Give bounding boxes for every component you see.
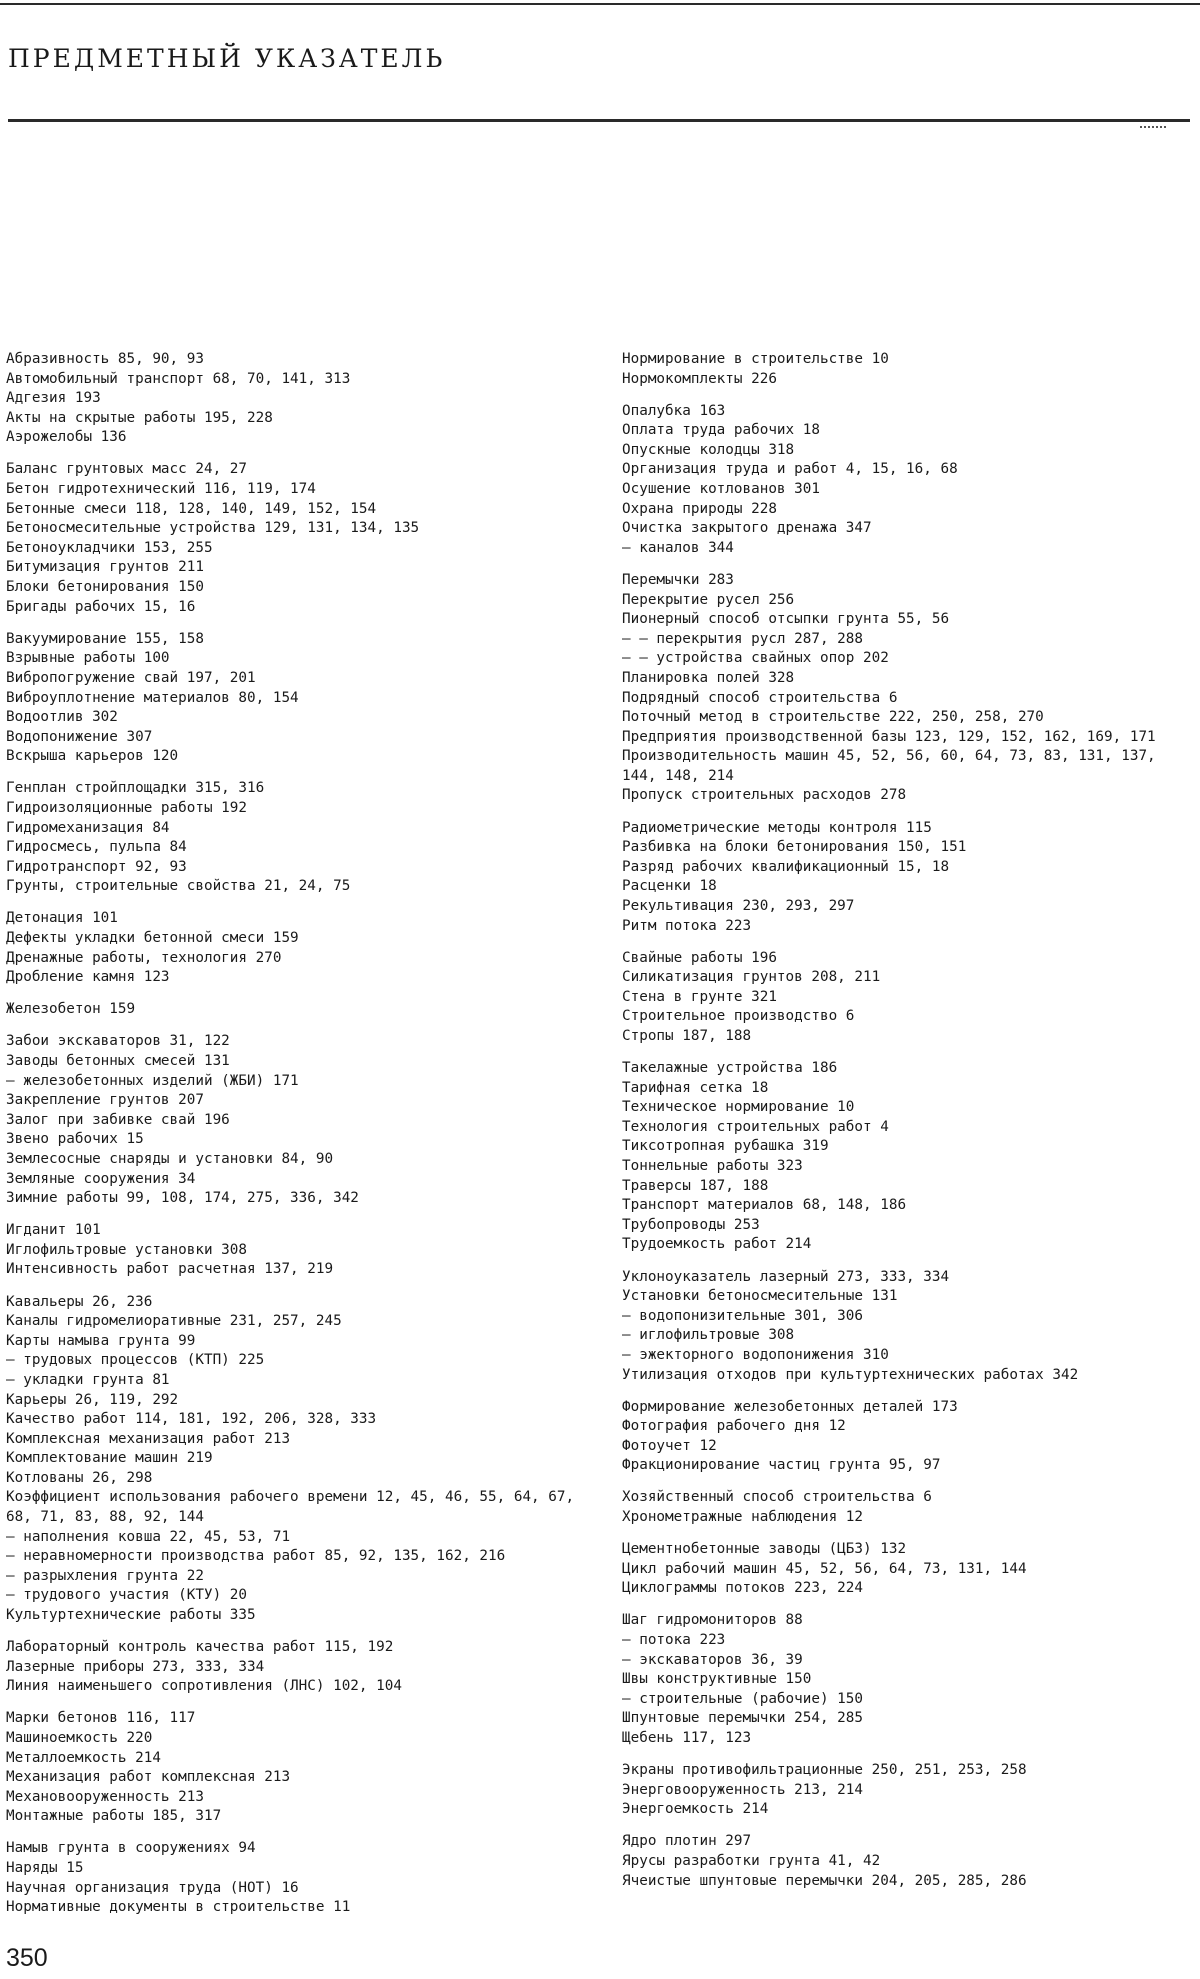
index-entry: Дефекты укладки бетонной смеси 159 [6,930,299,947]
index-entry: Землесосные снаряды и установки 84, 90 [6,1150,334,1167]
index-entry: Оплата труда рабочих 18 [622,422,820,439]
index-entry: Швы конструктивные 150 [622,1671,812,1688]
index-entry: Фотография рабочего дня 12 [622,1418,846,1435]
index-entry: Техническое нормирование 10 [622,1099,855,1116]
index-entry: Абразивность 85, 90, 93 [6,351,204,367]
index-entry: — эжекторного водопонижения 310 [622,1346,889,1363]
index-entry: Рекультивация 230, 293, 297 [622,897,855,914]
index-entry: Ярусы разработки грунта 41, 42 [622,1852,881,1869]
index-entry: Охрана природы 228 [622,500,777,517]
index-entry: Организация труда и работ 4, 15, 16, 68 [622,461,958,478]
index-entry: — строительные (рабочие) 150 [622,1690,864,1707]
index-entry: Фракционирование частиц грунта 95, 97 [622,1457,941,1474]
index-entry: Карьеры 26, 119, 292 [6,1391,179,1408]
index-letter-group [6,350,591,448]
index-entry: Адгезия 193 [6,390,101,407]
index-entry: Радиометрические методы контроля 115 [622,819,932,836]
index-entry: Забои экскаваторов 31, 122 [6,1033,230,1050]
index-entry: Предприятия производственной базы 123, 129, 152, 162, 169, 171 [622,728,1156,745]
index-entry: Стена в грунте 321 [622,988,777,1005]
index-column-right [622,350,1194,1904]
index-entry: Разбивка на блоки бетонирования 150, 151 [622,839,967,856]
index-entry: Установки бетоносмесительные 131 [622,1288,898,1305]
index-entry: — трудовых процессов (КТП) 225 [6,1352,265,1369]
index-entry: Утилизация отходов при культуртехнических работах 342 [622,1366,1079,1383]
index-entry: Генплан стройплощадки 315, 316 [6,780,265,797]
index-entry: — иглофильтровые 308 [622,1327,795,1344]
index-entry: Шаг гидромониторов 88 [622,1612,803,1629]
index-entry: Заводы бетонных смесей 131 [6,1053,230,1069]
index-entry: Вскрыша карьеров 120 [6,748,179,765]
index-entry: Хронометражные наблюдения 12 [622,1509,864,1526]
index-entry: Интенсивность работ расчетная 137, 219 [6,1261,334,1278]
index-entry: Вакуумирование 155, 158 [6,630,204,647]
index-entry: Нормокомплекты 226 [622,370,777,387]
index-entry: Машиноемкость 220 [6,1730,153,1746]
index-entry: — экскаваторов 36, 39 [622,1651,803,1668]
index-entry: Щебень 117, 123 [622,1730,752,1746]
index-letter-group [622,1398,1194,1476]
index-entry: Линия наименьшего сопротивления (ЛНС) 102, 104 [6,1678,402,1695]
index-entry: Энерговооруженность 213, 214 [622,1781,864,1798]
index-entry: Цементнобетонные заводы (ЦБЗ) 132 [622,1541,907,1558]
index-entry: Фотоучет 12 [622,1437,717,1454]
index-letter-group [622,350,1194,389]
index-entry: Строительное производство 6 [622,1008,855,1025]
index-entry: Трудоемкость работ 214 [622,1236,812,1253]
index-entry: Коэффициент использования рабочего времени 12, 45, 46, 55, 64, 67, 68, 71, 83, 88, 92, 144 [6,1489,575,1526]
index-entry: Механовооруженность 213 [6,1788,204,1805]
index-entry: Расценки 18 [622,878,717,895]
index-entry: Цикл рабочий машин 45, 52, 56, 64, 73, 131, 144 [622,1560,1027,1577]
index-entry: Разряд рабочих квалификационный 15, 18 [622,858,950,875]
index-entry: — наполнения ковша 22, 45, 53, 71 [6,1528,291,1545]
index-entry: Лабораторный контроль качества работ 115, 192 [6,1639,394,1656]
index-entry: Хозяйственный способ строительства 6 [622,1489,932,1506]
index-entry: Зимние работы 99, 108, 174, 275, 336, 342 [6,1190,359,1207]
index-letter-group [6,1293,591,1626]
index-entry: Блоки бетонирования 150 [6,579,204,596]
index-letter-group [6,779,591,897]
index-entry: Поточный метод в строительстве 222, 250, 258, 270 [622,709,1044,726]
index-letter-group [622,1611,1194,1748]
index-letter-group [6,1709,591,1827]
index-entry: Тарифная сетка 18 [622,1079,769,1096]
index-entry: Энергоемкость 214 [622,1801,769,1818]
index-entry: Автомобильный транспорт 68, 70, 141, 313 [6,370,351,387]
top-rule [0,3,1200,5]
index-entry: Бетон гидротехнический 116, 119, 174 [6,481,316,498]
index-entry: Металлоемкость 214 [6,1749,161,1766]
index-entry: Транспорт материалов 68, 148, 186 [622,1197,907,1214]
index-entry: Виброуплотнение материалов 80, 154 [6,689,299,706]
index-entry: Игданит 101 [6,1222,101,1239]
index-entry: Качество работ 114, 181, 192, 206, 328, 333 [6,1411,377,1428]
page-number: 350 [6,1944,48,1972]
title-rule [8,119,1190,122]
index-entry: Гидротранспорт 92, 93 [6,858,187,875]
index-entry: Нормирование в строительстве 10 [622,351,889,367]
index-entry: — — устройства свайных опор 202 [622,650,889,667]
index-entry: Водопонижение 307 [6,728,153,745]
page-title: ПРЕДМЕТНЫЙ УКАЗАТЕЛЬ [8,44,446,73]
index-entry: Пропуск строительных расходов 278 [622,787,907,804]
index-letter-group [622,1488,1194,1527]
index-entry: Баланс грунтовых масс 24, 27 [6,461,248,478]
index-entry: Научная организация труда (НОТ) 16 [6,1879,299,1896]
index-entry: — укладки грунта 81 [6,1371,170,1388]
index-entry: Тоннельные работы 323 [622,1158,803,1175]
index-entry: — потока 223 [622,1632,726,1649]
index-letter-group [622,1268,1194,1386]
index-entry: — трудового участия (КТУ) 20 [6,1587,248,1604]
title-rule-marks [1140,126,1166,130]
index-entry: Технология строительных работ 4 [622,1118,889,1135]
index-entry: Водоотлив 302 [6,709,118,726]
index-letter-group [6,1638,591,1697]
index-entry: Бетоносмесительные устройства 129, 131, 134, 135 [6,520,420,537]
index-entry: Ядро плотин 297 [622,1833,752,1850]
index-letter-group [622,1761,1194,1820]
index-entry: Вибропогружение свай 197, 201 [6,669,256,686]
index-entry: Стропы 187, 188 [622,1028,752,1044]
index-entry: Формирование железобетонных деталей 173 [622,1398,958,1415]
index-entry: Механизация работ комплексная 213 [6,1769,291,1786]
index-entry: Пионерный способ отсыпки грунта 55, 56 [622,611,950,628]
index-entry: Траверсы 187, 188 [622,1177,769,1194]
index-letter-group [622,1059,1194,1255]
index-entry: Комплексная механизация работ 213 [6,1430,291,1447]
index-entry: Силикатизация грунтов 208, 211 [622,969,881,986]
index-entry: — — перекрытия русл 287, 288 [622,630,864,647]
index-entry: Монтажные работы 185, 317 [6,1808,222,1825]
index-entry: Железобетон 159 [6,1001,136,1018]
index-entry: Тиксотропная рубашка 319 [622,1138,829,1155]
index-letter-group [6,1221,591,1280]
index-entry: Подрядный способ строительства 6 [622,689,898,706]
index-entry: Залог при забивке свай 196 [6,1111,230,1128]
index-entry: Трубопроводы 253 [622,1216,760,1233]
index-entry: Циклограммы потоков 223, 224 [622,1580,864,1597]
index-letter-group [622,819,1194,937]
index-entry: Детонация 101 [6,910,118,927]
index-entry: Бетонные смеси 118, 128, 140, 149, 152, 154 [6,500,377,517]
index-entry: Экраны противофильтрационные 250, 251, 253, 258 [622,1762,1027,1779]
index-entry: Грунты, строительные свойства 21, 24, 75 [6,878,351,895]
index-entry: Земляные сооружения 34 [6,1170,196,1187]
index-letter-group [6,1032,591,1208]
index-entry: Ячеистые шпунтовые перемычки 204, 205, 285, 286 [622,1872,1027,1889]
index-entry: Ритм потока 223 [622,917,752,934]
index-entry: Дренажные работы, технология 270 [6,949,282,966]
index-letter-group [6,630,591,767]
index-entry: Перемычки 283 [622,571,734,588]
index-entry: Производительность машин 45, 52, 56, 60, 64, 73, 83, 131, 137, 144, 148, 214 [622,748,1156,784]
index-entry: Очистка закрытого дренажа 347 [622,520,872,537]
index-entry: Звено рабочих 15 [6,1131,144,1148]
index-entry: — разрыхления грунта 22 [6,1567,204,1584]
index-letter-group [622,1832,1194,1891]
index-entry: Перекрытие русел 256 [622,591,795,608]
index-entry: — каналов 344 [622,539,734,556]
index-entry: — водопонизительные 301, 306 [622,1307,864,1324]
index-letter-group [622,402,1194,559]
index-entry: Бетоноукладчики 153, 255 [6,539,213,556]
index-entry: Марки бетонов 116, 117 [6,1710,196,1727]
index-letter-group [622,1540,1194,1599]
index-entry: Шпунтовые перемычки 254, 285 [622,1710,864,1727]
index-letter-group [622,949,1194,1047]
index-entry: Битумизация грунтов 211 [6,559,204,576]
index-entry: Иглофильтровые установки 308 [6,1241,248,1258]
index-entry: Планировка полей 328 [622,669,795,686]
index-entry: Комплектование машин 219 [6,1450,213,1467]
index-entry: Нормативные документы в строительстве 11 [6,1899,351,1916]
index-entry: Бригады рабочих 15, 16 [6,598,196,615]
index-letter-group [6,1000,591,1020]
index-entry: Гидросмесь, пульпа 84 [6,839,187,856]
index-column-left [6,350,591,1930]
index-entry: Акты на скрытые работы 195, 228 [6,409,273,426]
index-entry: Гидроизоляционные работы 192 [6,799,248,816]
index-letter-group [622,571,1194,806]
index-letter-group [6,909,591,987]
index-entry: Такелажные устройства 186 [622,1060,838,1077]
index-entry: Гидромеханизация 84 [6,819,170,836]
index-entry: Карты намыва грунта 99 [6,1332,196,1349]
index-entry: Опускные колодцы 318 [622,441,795,458]
index-entry: Осушение котлованов 301 [622,481,820,498]
index-entry: Взрывные работы 100 [6,650,170,667]
index-entry: Опалубка 163 [622,402,726,419]
index-entry: Намыв грунта в сооружениях 94 [6,1840,256,1857]
index-entry: Дробление камня 123 [6,969,170,986]
index-entry: Культуртехнические работы 335 [6,1607,256,1624]
index-letter-group [6,1839,591,1917]
index-entry: Аэрожелобы 136 [6,429,127,446]
index-entry: Кавальеры 26, 236 [6,1293,153,1310]
index-entry: Наряды 15 [6,1860,84,1877]
index-letter-group [6,460,591,617]
index-entry: — неравномерности производства работ 85, 92, 135, 162, 216 [6,1548,506,1565]
index-entry: Уклоноуказатель лазерный 273, 333, 334 [622,1268,950,1285]
index-entry: Лазерные приборы 273, 333, 334 [6,1658,265,1675]
index-entry: Котлованы 26, 298 [6,1469,153,1486]
index-entry: Свайные работы 196 [622,949,777,966]
index-entry: Каналы гидромелиоративные 231, 257, 245 [6,1313,342,1330]
index-entry: Закрепление грунтов 207 [6,1092,204,1109]
index-entry: — железобетонных изделий (ЖБИ) 171 [6,1072,299,1089]
